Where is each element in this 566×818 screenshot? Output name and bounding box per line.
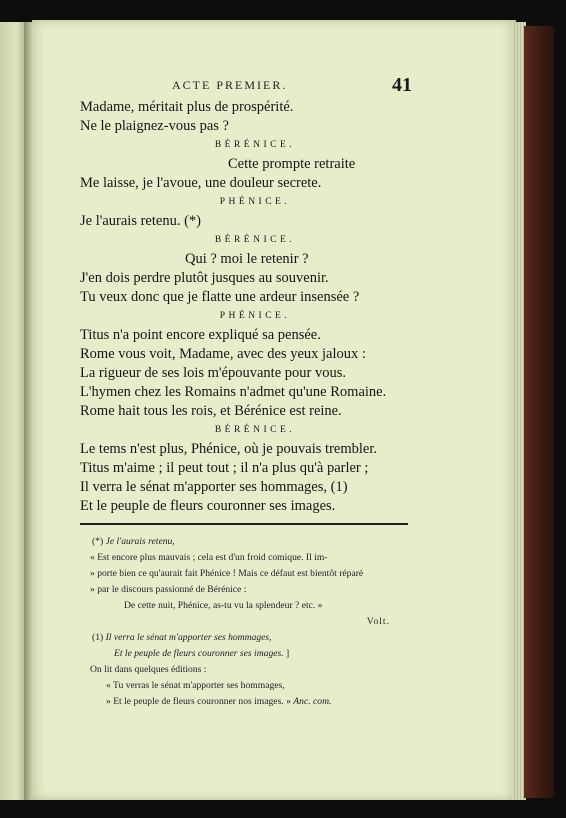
- verse-line: Rome hait tous les rois, et Bérénice est reine.: [80, 403, 342, 419]
- verse-line: Qui ? moi le retenir ?: [185, 251, 309, 267]
- footnote-marker: (*): [92, 536, 104, 547]
- footnote-variant: » Et le peuple de fleurs couronner nos images. »: [106, 696, 291, 707]
- verse-line: Je l'aurais retenu. (*): [80, 213, 201, 229]
- footnote-line: » par le discours passionné de Bérénice :: [90, 584, 247, 595]
- footnote-quote: De cette nuit, Phénice, as-tu vu la splendeur ? etc. »: [124, 600, 323, 611]
- verse-line: Titus m'aime ; il peut tout ; il n'a plus qu'à parler ;: [80, 460, 369, 476]
- footnote-line: On lit dans quelques éditions :: [90, 664, 207, 675]
- speaker-name: BÉRÉNICE.: [214, 235, 296, 245]
- speaker-name: BÉRÉNICE.: [214, 425, 296, 435]
- book-gutter: [24, 22, 32, 800]
- footnote-line: « Est encore plus mauvais ; cela est d'un froid comique. Il im-: [90, 552, 328, 563]
- footnote-variant-line: [90, 694, 390, 710]
- verse-line: L'hymen chez les Romains n'admet qu'une Romaine.: [80, 384, 387, 400]
- footnote-author: Volt.: [366, 616, 390, 627]
- footnote-variant: « Tu verras le sénat m'apporter ses hommages,: [106, 680, 285, 691]
- footnote-reference: Il verra le sénat m'apporter ses hommages,: [105, 632, 272, 643]
- footnote-heading: [90, 534, 390, 550]
- verse-line: Cette prompte retraite: [228, 156, 356, 172]
- book-cover-edge: [524, 26, 554, 798]
- verse-line: Rome vous voit, Madame, avec des yeux jaloux :: [80, 346, 366, 362]
- verse-line: J'en dois perdre plutôt jusques au souvenir.: [80, 270, 329, 286]
- footnote-heading: [90, 630, 390, 646]
- facing-page-edge: [0, 22, 24, 800]
- verse-line: Tu veux donc que je flatte une ardeur insensée ?: [80, 289, 360, 305]
- verse-line: Titus n'a point encore expliqué sa pensée.: [80, 327, 321, 343]
- footnote-reference: Et le peuple de fleurs couronner ses images.: [114, 648, 284, 659]
- footnote-reference-line: [90, 646, 390, 662]
- verse-line: Madame, méritait plus de prospérité.: [80, 99, 294, 115]
- footnote-reference: Je l'aurais retenu,: [105, 536, 175, 547]
- verse-line: Le tems n'est plus, Phénice, où je pouvais trembler.: [80, 441, 377, 457]
- bracket-close: ]: [286, 648, 290, 659]
- speaker-name: BÉRÉNICE.: [214, 140, 296, 150]
- footnotes: [90, 534, 390, 710]
- footnote-author: Anc. com.: [293, 696, 332, 707]
- footnote-marker: (1): [92, 632, 104, 643]
- speaker-name: PHÉNICE.: [219, 311, 291, 321]
- verse-line: La rigueur de ses lois m'épouvante pour vous.: [80, 365, 346, 381]
- footnote-source: [90, 614, 390, 630]
- running-title: ACTE PREMIER.: [172, 78, 288, 92]
- footnote-line: » porte bien ce qu'aurait fait Phénice ! Mais ce défaut est bientôt réparé: [90, 568, 364, 579]
- verse-line: Et le peuple de fleurs couronner ses images.: [80, 498, 336, 514]
- page-number: 41: [392, 74, 412, 96]
- footnote-rule: [80, 523, 408, 525]
- speaker-name: PHÉNICE.: [219, 197, 291, 207]
- verse-line: Il verra le sénat m'apporter ses hommages, (1): [80, 479, 348, 495]
- verse-line: Ne le plaignez-vous pas ?: [80, 118, 229, 134]
- verse-line: Me laisse, je l'avoue, une douleur secrete.: [80, 175, 322, 191]
- verse-block: [80, 98, 410, 516]
